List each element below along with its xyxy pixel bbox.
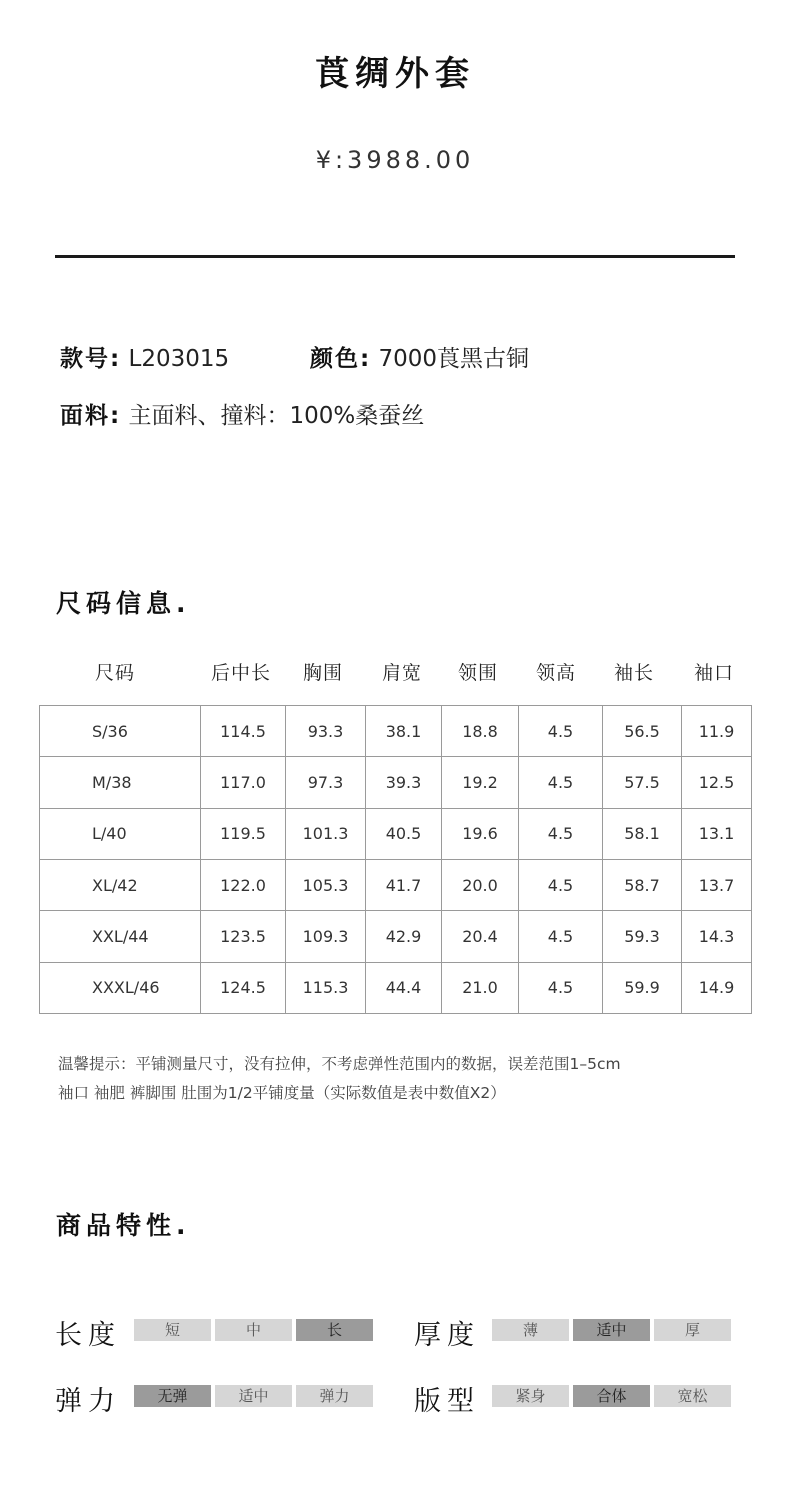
size-header: 后中长	[210, 662, 271, 684]
size-cell: L/40	[40, 808, 201, 859]
table-cell: 38.1	[366, 706, 442, 757]
fabric-info	[60, 397, 424, 430]
table-cell: 114.5	[201, 706, 286, 757]
thickness-option-thick: 厚	[654, 1319, 731, 1341]
table-cell: 4.5	[519, 808, 603, 859]
size-header: 领高	[535, 662, 576, 684]
feature-label-thickness: 厚度	[414, 1320, 480, 1351]
style-number-value: L203015	[128, 346, 230, 372]
table-cell: 4.5	[519, 757, 603, 808]
table-cell: 19.2	[442, 757, 519, 808]
table-cell: 105.3	[286, 859, 366, 910]
fit-option-loose: 宽松	[654, 1385, 731, 1407]
table-cell: 39.3	[366, 757, 442, 808]
table-cell: 58.7	[603, 859, 682, 910]
table-row	[40, 962, 752, 1013]
table-cell: 123.5	[201, 911, 286, 962]
style-number	[60, 340, 229, 373]
table-row	[40, 706, 752, 757]
length-option-medium: 中	[215, 1319, 292, 1341]
elasticity-option-none: 无弹	[134, 1385, 211, 1407]
table-cell: 19.6	[442, 808, 519, 859]
fit-option-slim: 紧身	[492, 1385, 569, 1407]
table-cell: 20.4	[442, 911, 519, 962]
fit-option-regular: 合体	[573, 1385, 650, 1407]
product-title: 莨绸外套	[315, 54, 475, 94]
table-cell: 13.1	[682, 808, 752, 859]
feature-label-length: 长度	[55, 1320, 121, 1351]
table-cell: 58.1	[603, 808, 682, 859]
table-row	[40, 859, 752, 910]
thickness-option-thin: 薄	[492, 1319, 569, 1341]
table-cell: 20.0	[442, 859, 519, 910]
table-row	[40, 808, 752, 859]
size-header: 领围	[457, 662, 498, 684]
table-cell: 97.3	[286, 757, 366, 808]
color-value: 7000莨黑古铜	[378, 346, 530, 372]
table-cell: 14.9	[682, 962, 752, 1013]
table-cell: 119.5	[201, 808, 286, 859]
table-cell: 124.5	[201, 962, 286, 1013]
size-header: 胸围	[302, 662, 343, 684]
length-option-short: 短	[134, 1319, 211, 1341]
table-cell: 101.3	[286, 808, 366, 859]
table-cell: 57.5	[603, 757, 682, 808]
fabric-label: 面料:	[60, 403, 122, 429]
features-section-title: 商品特性.	[56, 1211, 191, 1240]
feature-label-fit: 版型	[414, 1386, 480, 1417]
table-cell: 115.3	[286, 962, 366, 1013]
table-cell: 42.9	[366, 911, 442, 962]
table-cell: 122.0	[201, 859, 286, 910]
fabric-value: 主面料、撞料：100%桑蚕丝	[128, 403, 425, 429]
size-cell: XXXL/46	[40, 962, 201, 1013]
size-cell: XL/42	[40, 859, 201, 910]
elasticity-option-stretch: 弹力	[296, 1385, 373, 1407]
table-row	[40, 911, 752, 962]
style-number-label: 款号:	[60, 346, 122, 372]
table-cell: 4.5	[519, 859, 603, 910]
size-header: 袖长	[613, 662, 654, 684]
elasticity-option-moderate: 适中	[215, 1385, 292, 1407]
size-note-line1: 温馨提示：平铺测量尺寸，没有拉伸，不考虑弹性范围内的数据，误差范围1–5cm	[58, 1055, 621, 1073]
size-note-line2: 袖口 袖肥 裤脚围 肚围为1/2平铺度量（实际数值是表中数值X2）	[58, 1084, 506, 1102]
size-section-title: 尺码信息.	[56, 589, 191, 618]
table-cell: 12.5	[682, 757, 752, 808]
table-cell: 4.5	[519, 962, 603, 1013]
table-cell: 59.9	[603, 962, 682, 1013]
table-cell: 109.3	[286, 911, 366, 962]
color-label: 颜色:	[310, 346, 372, 372]
table-cell: 21.0	[442, 962, 519, 1013]
table-cell: 117.0	[201, 757, 286, 808]
table-cell: 40.5	[366, 808, 442, 859]
table-cell: 4.5	[519, 911, 603, 962]
table-cell: 56.5	[603, 706, 682, 757]
table-cell: 14.3	[682, 911, 752, 962]
size-header: 尺码	[94, 662, 135, 684]
table-cell: 93.3	[286, 706, 366, 757]
divider	[55, 255, 735, 258]
table-row	[40, 757, 752, 808]
table-cell: 13.7	[682, 859, 752, 910]
length-option-long: 长	[296, 1319, 373, 1341]
table-cell: 11.9	[682, 706, 752, 757]
size-table	[39, 705, 752, 1014]
table-cell: 59.3	[603, 911, 682, 962]
table-cell: 44.4	[366, 962, 442, 1013]
table-cell: 41.7	[366, 859, 442, 910]
size-cell: S/36	[40, 706, 201, 757]
table-cell: 4.5	[519, 706, 603, 757]
size-header: 肩宽	[381, 662, 422, 684]
feature-label-elasticity: 弹力	[55, 1386, 121, 1417]
color-info	[310, 340, 529, 373]
size-cell: M/38	[40, 757, 201, 808]
table-cell: 18.8	[442, 706, 519, 757]
product-price: ¥:3988.00	[315, 146, 475, 174]
size-header: 袖口	[693, 662, 734, 684]
thickness-option-moderate: 适中	[573, 1319, 650, 1341]
size-cell: XXL/44	[40, 911, 201, 962]
